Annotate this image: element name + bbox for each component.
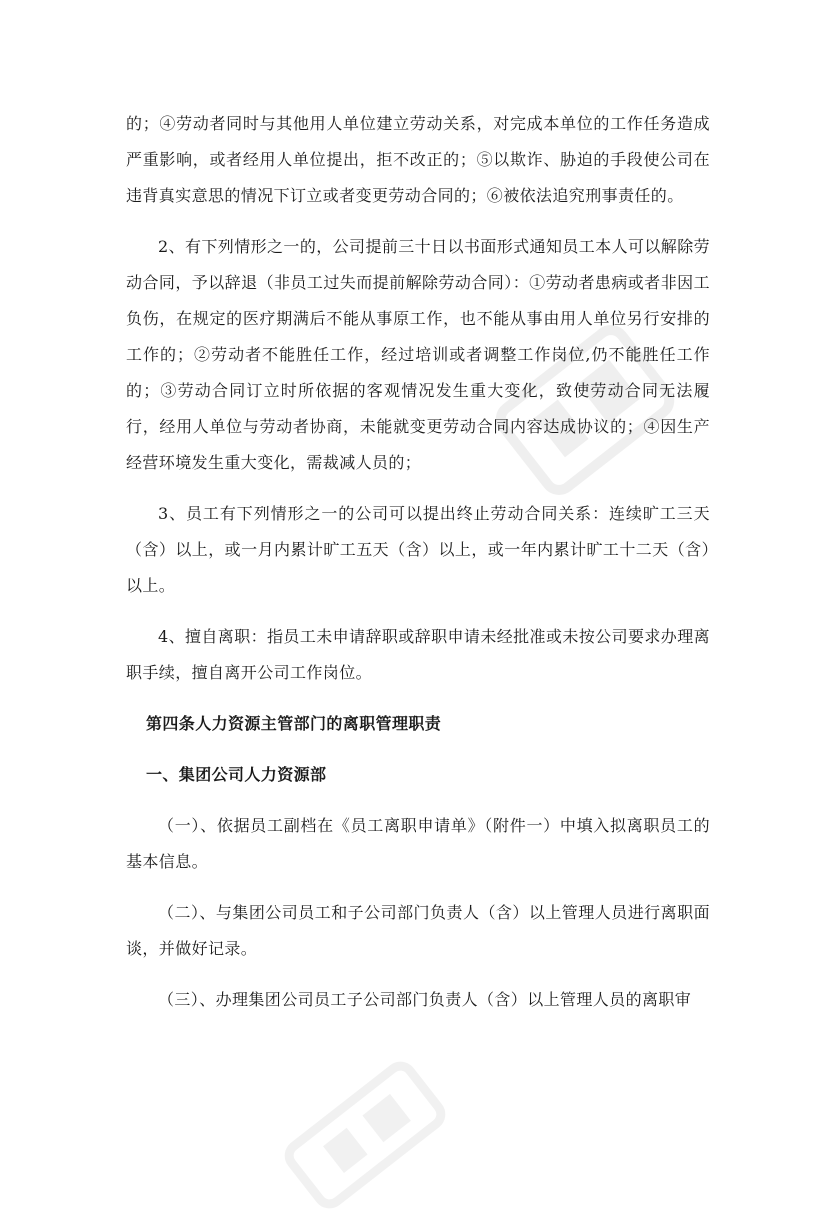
watermark-logo-bottom <box>270 1047 459 1223</box>
section-heading-article-four: 第四条人力资源主管部门的离职管理职责 <box>146 714 442 733</box>
paragraph-duty-three: （三）、办理集团公司员工子公司部门负责人（含）以上管理人员的离职审 <box>158 990 692 1009</box>
section-heading-group-hr: 一、集团公司人力资源部 <box>146 765 327 784</box>
paragraph-duty-two: （二）、与集团公司员工和子公司部门负责人（含）以上管理人员进行离职面谈，并做好记录。 <box>126 903 710 958</box>
document-body <box>126 106 710 1033</box>
paragraph-absenteeism-termination: 3、员工有下列情形之一的公司可以提出终止劳动合同关系：连续旷工三天（含）以上，或一月内累计旷工五天（含）以上，或一年内累计旷工十二天（含）以上。 <box>126 504 710 595</box>
paragraph-duty-one: （一）、依据员工副档在《员工离职申请单》（附件一）中填入拟离职员工的基本信息。 <box>126 816 710 871</box>
paragraph-termination-cases-continued: 的；④劳动者同时与其他用人单位建立劳动关系，对完成本单位的工作任务造成严重影响，或者经用人单位提出，拒不改正的；⑤以欺诈、胁迫的手段使公司在违背真实意思的情况下订立或者变更劳动合同的；⑥被依法追究刑事责任的。 <box>126 114 710 205</box>
paragraph-unauthorized-departure: 4、擅自离职：指员工未申请辞职或辞职申请未经批准或未按公司要求办理离职手续，擅自离开公司工作岗位。 <box>126 627 710 682</box>
paragraph-dismissal-with-notice: 2、有下列情形之一的，公司提前三十日以书面形式通知员工本人可以解除劳动合同，予以辞退（非员工过失而提前解除劳动合同）：①劳动者患病或者非因工负伤，在规定的医疗期满后不能从事原工作，也不能从事由用人单位另行安排的工作的；②劳动者不能胜任工作，经过培训或者调整工作岗位,仍不能胜任工作的；③劳动合同订立时所依据的客观情况发生重大变化，致使劳动合同无法履行，经用人单位与劳动者协商，未能就变更劳动合同内容达成协议的；④因生产经营环境发生重大变化，需裁减人员的； <box>126 237 710 472</box>
